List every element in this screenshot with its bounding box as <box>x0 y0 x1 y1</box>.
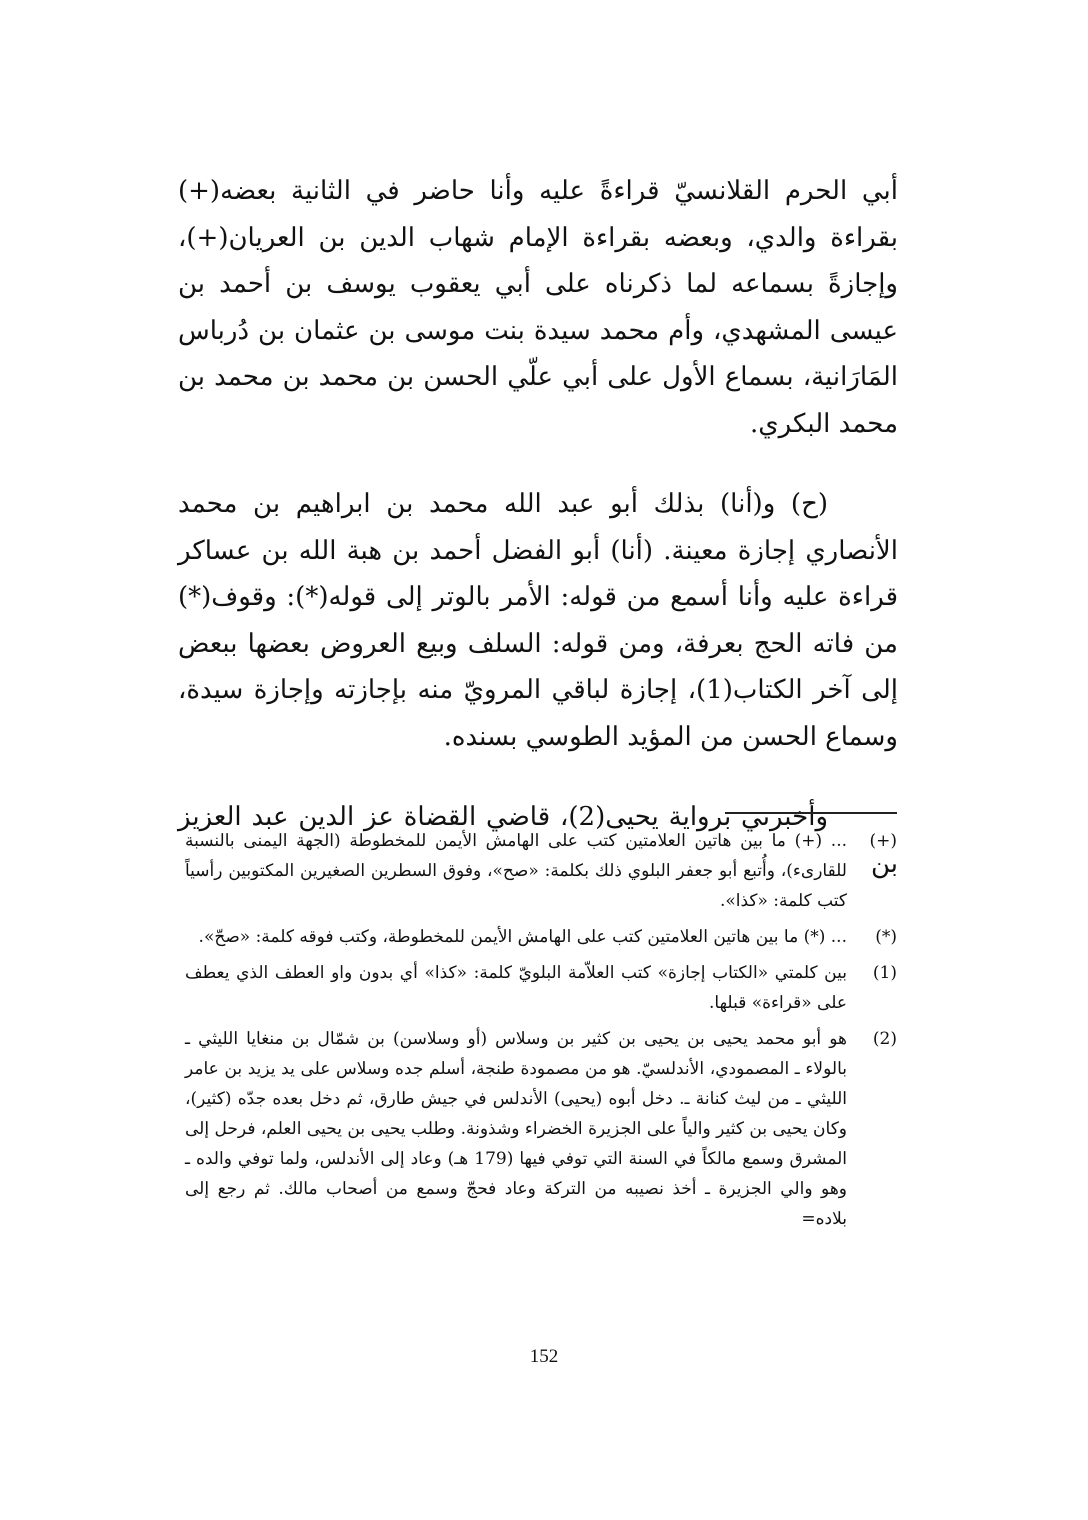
footnote-text: بين كلمتي «الكتاب إجازة» كتب العلاّمة البلويّ كلمة: «كذا» أي بدون واو العطف الذي يعطف على «قراءة» قبلها. <box>185 963 847 1013</box>
footnote-2 <box>185 1024 897 1234</box>
footnote-text: ... (+) ما بين هاتين العلامتين كتب على الهامش الأيمن للمخطوطة (الجهة اليمنى بالنسبة للقارىء)، وأُتبع أبو جعفر البلوي ذلك بكلمة: «صح»، وفوق السطرين الصغيرين المكتوبين رأسياً كتب كلمة: «كذا». <box>185 831 847 911</box>
footnotes-section <box>185 826 897 1240</box>
footnote-text: ... (*) ما بين هاتين العلامتين كتب على الهامش الأيمن للمخطوطة، وكتب فوقه كلمة: «صحّ». <box>198 927 847 947</box>
footnote-marker: (2) <box>872 1029 897 1049</box>
main-body-text <box>178 168 898 887</box>
footnote-marker: (+) <box>869 831 897 851</box>
main-paragraph-2: (ح) و(أنا) بذلك أبو عبد الله محمد بن ابراهيم بن محمد الأنصاري إجازة معينة. (أنا) أبو الفضل أحمد بن هبة الله بن عساكر قراءة عليه وأنا أسمع من قوله: الأمر بالوتر إلى قوله(*): وقوف(*) من فاته الحج بعرفة، ومن قوله: السلف وبيع العروض بعضها ببعض إلى آخر الكتاب(1)، إجازة لباقي المرويّ منه بإجازته وإجازة سيدة، وسماع الحسن من المؤيد الطوسي بسنده. <box>178 489 898 752</box>
page-number: 152 <box>529 1346 559 1367</box>
footnote-marker: (*) <box>875 927 897 947</box>
footnote-text: هو أبو محمد يحيى بن يحيى بن كثير بن وسلاس (أو وسلاسن) بن شمّال بن منغايا الليثي ـ بالولاء ـ المصمودي، الأندلسيّ. هو من مصمودة طنجة، أسلم جده وسلاس على يد يزيد بن عامر الليثي ـ من ليث كنانة ـ. دخل أبوه (يحيى) الأندلس في جيش طارق، ثم دخل بعده جدّه (كثير)، وكان يحيى بن كثير والياً على الجزيرة الخضراء وشذونة. وطلب يحيى بن يحيى العلم، فرحل إلى المشرق وسمع مالكاً في السنة التي توفي فيها (179 هـ) وعاد إلى الأندلس، ولما توفي والده ـ وهو والي الجزيرة ـ أخذ نصيبه من التركة وعاد فحجّ وسمع من أصحاب مالك. ثم رجع إلى بلاده= <box>185 1029 847 1229</box>
footnote-1 <box>185 958 897 1018</box>
footnote-marker: (1) <box>872 963 897 983</box>
footnote-separator-rule <box>725 812 897 814</box>
footnote-plus <box>185 826 897 916</box>
footnote-asterisk <box>185 922 897 952</box>
main-paragraph-3: وأخبرني برواية يحيى(2)، قاضي القضاة عز الدين عبد العزيز بن <box>178 802 898 879</box>
main-paragraph-1: أبي الحرم القلانسيّ قراءةً عليه وأنا حاضر في الثانية بعضه(+) بقراءة والدي، وبعضه بقراءة الإمام شهاب الدين بن العريان(+)، وإجازةً بسماعه لما ذكرناه على أبي يعقوب يوسف بن أحمد بن عيسى المشهدي، وأم محمد سيدة بنت موسى بن عثمان بن دُرباس المَارَانية، بسماع الأول على أبي علّي الحسن بن محمد بن محمد بن محمد البكري. <box>178 176 898 439</box>
